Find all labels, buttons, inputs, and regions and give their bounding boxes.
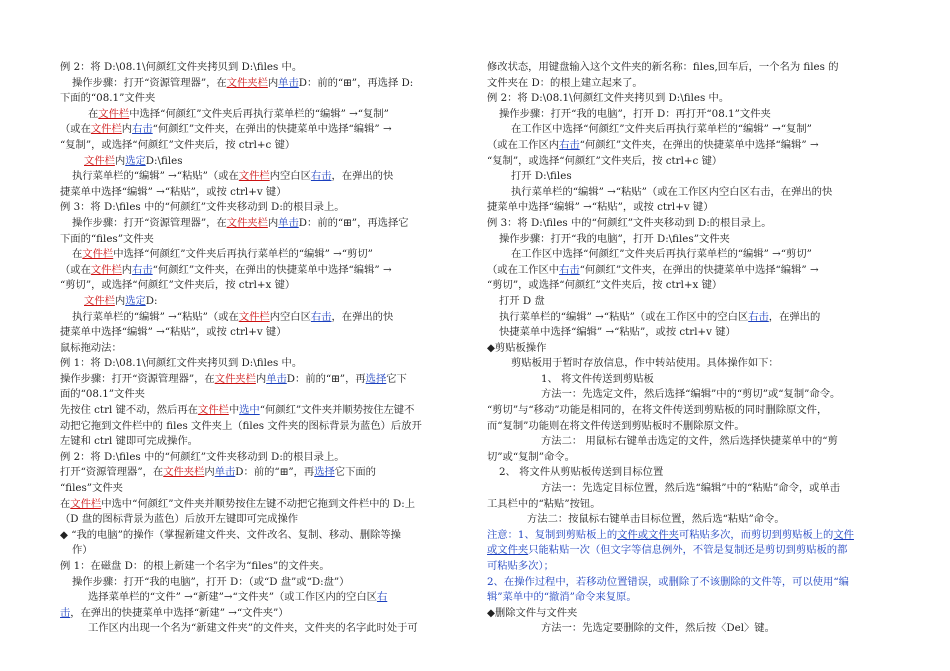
text-segment: 方法一：先选定文件，然后选择“编辑”中的“剪切”或“复制”命令。 [541, 388, 841, 401]
text-line [60, 356, 470, 372]
hyperlink-text[interactable]: 选择 [314, 466, 335, 479]
text-segment: 内 [114, 154, 126, 167]
hyperlink-text[interactable]: 右击 [559, 263, 580, 276]
text-segment: ◆剪贴板操作 [487, 341, 547, 354]
text-segment: D：前的“⊞”，再 [235, 466, 315, 479]
text-segment: 执行菜单栏的“编辑” →“粘贴”（或在 [72, 170, 239, 183]
text-segment: （或在工作区内 [487, 138, 560, 151]
text-line [487, 481, 912, 497]
text-segment: 鼠标拖动法： [60, 341, 122, 354]
right-column [487, 60, 912, 637]
text-segment: 内 [204, 466, 215, 479]
text-line [60, 497, 470, 513]
text-line [60, 450, 470, 466]
text-segment: 切”或“复制”命令。 [487, 450, 575, 463]
text-segment: 剪贴板用于暂时存放信息，作中转站使用。具体操作如下： [511, 357, 779, 370]
text-segment: 在工作区中选择“何颜红”文件夹后再执行菜单栏的“编辑” →“复制” [511, 123, 812, 136]
hyperlink-text[interactable]: 文件夹栏 [163, 466, 205, 479]
text-line [487, 372, 912, 388]
text-line [487, 169, 912, 185]
text-line [60, 325, 470, 341]
text-line [60, 606, 470, 622]
text-segment: 在 [72, 248, 83, 261]
text-segment: 方法一：先选定要删除的文件，然后按〈Del〉键。 [541, 622, 775, 635]
text-line [487, 138, 912, 154]
hyperlink-text[interactable]: 右 [376, 591, 388, 604]
text-segment: 操作步骤：打开“资源管理器”，在 [72, 216, 227, 229]
text-segment: ，在弹出的 [768, 310, 821, 323]
text-line [60, 216, 470, 232]
text-segment: 操作步骤：打开“资源管理器”，在 [72, 76, 227, 89]
text-line [60, 169, 470, 185]
text-segment: 选择菜单栏的“文件” →“新建”→“文件夹”（或工作区内的空白区 [88, 591, 377, 604]
text-segment: 例 2：将 D:\08.1\何颜红文件夹拷贝到 D:\files 中。 [487, 92, 730, 105]
text-segment: 捷菜单中选择“编辑” →“粘贴”，或按 ctrl+v 键） [487, 201, 714, 214]
text-line [487, 91, 912, 107]
text-segment: 打开“资源管理器”，在 [60, 466, 164, 479]
hyperlink-text[interactable]: 文件 [833, 528, 854, 541]
text-line [60, 528, 470, 544]
hyperlink-text[interactable]: 选中 [239, 404, 260, 417]
text-line [487, 294, 912, 310]
hyperlink-text[interactable]: 单击 [266, 372, 287, 385]
text-segment: 执行菜单栏的“编辑” →“粘贴”（或在工作区中的空白区 [499, 310, 749, 323]
text-segment: 捷菜单中选择“编辑” →“粘贴”，或按 ctrl+v 键） [60, 326, 287, 339]
text-segment: ，在弹出的快 [331, 170, 394, 183]
text-segment: “复制”，或选择“何颜红”文件夹后，按 ctrl+c 键） [60, 138, 296, 151]
hyperlink-text[interactable]: 击 [60, 606, 71, 619]
text-segment: 操作步骤：打开“我的电脑”，打开 D:\files”文件夹 [499, 232, 730, 245]
text-segment: 方法二：按鼠标右键单击目标位置，然后选“粘贴”命令。 [527, 513, 785, 526]
text-segment: 例 2：将 D:\files 中的“何颜红”文件夹移动到 D:的根目录上。 [60, 450, 345, 463]
hyperlink-text[interactable]: 文件栏 [90, 123, 122, 136]
text-line [487, 387, 912, 403]
text-segment: （D 盘的图标背景为蓝色）后放开左键即可完成操作 [60, 513, 299, 526]
text-segment: 执行菜单栏的“编辑” →“粘贴”（或在 [72, 310, 239, 323]
text-line [487, 356, 912, 372]
text-line [60, 481, 470, 497]
text-segment: 工作区内出现一个名为“新建文件夹”的文件夹，文件夹的名字此时处于可 [88, 622, 418, 635]
hyperlink-text[interactable]: 文件栏 [197, 404, 229, 417]
text-segment: 操作步骤：打开“我的电脑”，打开 D：再打开“08.1”文件夹 [499, 107, 771, 120]
hyperlink-text[interactable]: 文件栏 [238, 310, 270, 323]
text-segment: D: [145, 294, 158, 307]
text-segment: D：前的“⊞”，再 [286, 372, 366, 385]
text-segment: D：前的“⊞”，再选择它 [298, 216, 409, 229]
text-line [487, 60, 912, 76]
hyperlink-text[interactable]: 单击 [278, 76, 299, 89]
text-line [60, 232, 470, 248]
text-segment: 中选中“何颜红”文件夹并顺势按住左键不动把它拖到文件栏中的 D:上 [101, 497, 416, 510]
text-line [60, 403, 470, 419]
hyperlink-text[interactable]: 选定 [125, 294, 146, 307]
text-line [487, 419, 912, 435]
text-line [60, 76, 470, 92]
text-line [60, 122, 470, 138]
text-segment: “何颜红”文件夹，在弹出的快捷菜单中选择“编辑” → [579, 138, 819, 151]
text-segment: 例 1：在磁盘 D：的根上新建一个名字为“files”的文件夹。 [60, 560, 330, 572]
text-segment: 左键和 ctrl 键即可完成操作。 [60, 435, 198, 448]
text-segment: “复制”，或选择“何颜红”文件夹后，按 ctrl+c 键） [487, 154, 723, 167]
text-line [487, 497, 912, 513]
text-line [487, 216, 912, 232]
text-segment: 可粘贴多次，而剪切到剪贴板上的 [678, 528, 834, 541]
text-segment: 2、 将文件从剪贴板传送到目标位置 [499, 466, 664, 479]
text-segment: D:\files [145, 154, 183, 167]
text-line [487, 278, 912, 294]
text-line [60, 310, 470, 326]
text-segment: 内 [267, 76, 279, 89]
text-line [487, 325, 912, 341]
hyperlink-text[interactable]: 文件栏 [98, 107, 130, 120]
text-segment: 执行菜单栏的“编辑” →“粘贴”（或在工作区内空白区右击，在弹出的快 [511, 185, 833, 198]
hyperlink-text[interactable]: 文件夹栏 [226, 76, 268, 89]
text-segment: 内 [121, 123, 133, 136]
text-segment: 方法二： 用鼠标右键单击选定的文件，然后选择快捷菜单中的“剪 [541, 435, 838, 448]
text-segment: 只能粘贴一次（但文字等信息例外，不管是复制还是剪切到剪贴板的都 [528, 544, 848, 557]
text-segment: 例 3：将 D:\files 中的“何颜红”文件夹移动到 D:的根目录上。 [487, 216, 772, 229]
text-segment: “何颜红”文件夹，在弹出的快捷菜单中选择“编辑” → [579, 263, 819, 276]
left-column [60, 60, 470, 637]
text-line [487, 185, 912, 201]
text-segment: 内 [255, 372, 267, 385]
text-segment: 工具栏中的“粘贴”按钮。 [487, 497, 601, 510]
text-line [60, 559, 470, 575]
text-line [487, 403, 912, 419]
text-segment: 例 1：将 D:\08.1\何颜红文件夹拷贝到 D:\files 中。 [60, 357, 303, 370]
text-segment: 内 [267, 216, 279, 229]
text-line [487, 434, 912, 450]
text-line [60, 200, 470, 216]
text-segment: 下面的“08.1”文件夹 [60, 92, 156, 105]
text-line [60, 138, 470, 154]
text-line [60, 387, 470, 403]
hyperlink-text[interactable]: 右击 [132, 123, 153, 136]
text-line [487, 341, 912, 357]
hyperlink-text[interactable]: 右击 [748, 310, 769, 323]
text-segment: 面的“08.1”文件夹 [60, 388, 145, 401]
text-segment: （或在 [60, 263, 91, 276]
text-line [487, 528, 912, 544]
text-line [487, 310, 912, 326]
text-line [487, 606, 912, 622]
text-line [60, 91, 470, 107]
text-line [487, 465, 912, 481]
text-line [487, 590, 912, 606]
hyperlink-text[interactable]: 文件栏 [84, 154, 115, 167]
text-segment: 下面的“files”文件夹 [60, 232, 154, 245]
text-segment: 1、 将文件传送到剪贴板 [541, 372, 654, 385]
text-line [487, 154, 912, 170]
hyperlink-text[interactable]: 右击 [310, 170, 332, 183]
text-line [487, 559, 912, 575]
hyperlink-text[interactable]: 文件或文件夹 [617, 528, 679, 541]
hyperlink-text[interactable]: 文件栏 [82, 248, 114, 261]
text-segment: 操作步骤：打开“资源管理器”，在 [60, 372, 215, 385]
text-line [487, 107, 912, 123]
hyperlink-text[interactable]: 单击 [278, 216, 299, 229]
text-segment: 快捷菜单中选择“编辑” →“粘贴”，或按 ctrl+v 键） [499, 326, 736, 339]
hyperlink-text[interactable]: 文件栏 [70, 497, 102, 510]
text-segment: （或在工作区中 [487, 263, 560, 276]
hyperlink-text[interactable]: 单击 [214, 466, 236, 479]
text-line [60, 434, 470, 450]
text-segment: 操作步骤：打开“我的电脑”，打开 D：（或“D 盘”或“D:盘”） [72, 575, 350, 588]
text-line [487, 200, 912, 216]
text-line [60, 247, 470, 263]
text-line [60, 543, 470, 559]
text-segment: 在 [60, 497, 71, 510]
hyperlink-text[interactable]: 文件夹栏 [226, 216, 268, 229]
text-segment: 中 [228, 404, 240, 417]
text-segment: 它下 [386, 372, 407, 385]
text-line [487, 543, 912, 559]
text-segment: 捷菜单中选择“编辑” →“粘贴”，或按 ctrl+v 键） [60, 185, 287, 198]
text-segment: ◆ “我的电脑”的操作（掌握新建文件夹、文件改名、复制、移动、删除等操 [60, 528, 401, 541]
text-segment: 内 [121, 263, 133, 276]
text-line [487, 247, 912, 263]
text-segment: 注意：1、复制到剪贴板上的 [487, 528, 618, 541]
hyperlink-text[interactable]: 文件栏 [238, 170, 270, 183]
hyperlink-text[interactable]: 文件栏 [84, 294, 115, 307]
text-segment: D：前的“⊞”，再选择 D: [298, 76, 414, 89]
text-segment: 方法一：先选定目标位置，然后选“编辑”中的“粘贴”命令，或单击 [541, 482, 841, 495]
text-segment: 动把它拖到文件栏中的 files 文件夹上（files 文件夹的图标背景为蓝色）后放开 [60, 419, 422, 432]
hyperlink-text[interactable]: 文件夹栏 [214, 372, 256, 385]
text-segment: （或在 [60, 123, 91, 136]
hyperlink-text[interactable]: 文件栏 [90, 263, 122, 276]
text-segment: 而“复制”功能则在将文件传送到剪贴板时不删除原文件。 [487, 419, 745, 432]
text-line [60, 263, 470, 279]
text-segment: “何颜红”文件夹，在弹出的快捷菜单中选择“编辑” → [152, 123, 392, 136]
text-segment: 内空白区 [269, 170, 311, 183]
text-line [487, 263, 912, 279]
text-line [60, 294, 470, 310]
text-segment: 中选择“何颜红”文件夹后再执行菜单栏的“编辑” →“复制” [129, 107, 389, 120]
text-line [487, 512, 912, 528]
text-line [60, 512, 470, 528]
hyperlink-text[interactable]: 右击 [559, 138, 580, 151]
hyperlink-text[interactable]: 右击 [310, 310, 332, 323]
text-segment: 例 3：将 D:\files 中的“何颜红”文件夹移动到 D:的根目录上。 [60, 201, 345, 214]
text-line [60, 372, 470, 388]
text-segment: 中选择“何颜红”文件夹后再执行菜单栏的“编辑” →“剪切” [113, 248, 373, 261]
text-line [60, 590, 470, 606]
text-segment: “何颜红”文件夹，在弹出的快捷菜单中选择“编辑” → [152, 263, 392, 276]
text-segment: 在工作区中选择“何颜红”文件夹后再执行菜单栏的“编辑” →“剪切” [511, 248, 812, 261]
text-segment: 打开 D:\files [511, 170, 572, 183]
hyperlink-text[interactable]: 右击 [132, 263, 153, 276]
text-segment: 修改状态，用键盘输入这个文件夹的新名称：files,回车后，一个名为 files 的 [487, 61, 839, 73]
text-line [60, 278, 470, 294]
text-segment: 内 [114, 294, 126, 307]
text-line [60, 621, 470, 637]
text-segment: “剪切”，或选择“何颜红”文件夹后，按 ctrl+x 键） [60, 279, 296, 292]
text-line [60, 465, 470, 481]
hyperlink-text[interactable]: 或文件夹 [487, 544, 529, 557]
text-line [60, 341, 470, 357]
text-line [60, 185, 470, 201]
text-segment: “files”文件夹 [60, 482, 123, 495]
text-segment: 可粘贴多次）； [487, 560, 554, 572]
hyperlink-text[interactable]: 选择 [365, 372, 387, 385]
text-segment: 先按住 ctrl 键不动，然后再在 [60, 404, 198, 417]
text-segment: 例 2：将 D:\08.1\何颜红文件夹拷贝到 D:\files 中。 [60, 61, 303, 73]
text-segment: 内空白区 [269, 310, 311, 323]
text-segment: 在 [88, 107, 99, 120]
text-segment: 辑”菜单中的“撤消”命令来复原。 [487, 591, 637, 604]
text-line [487, 76, 912, 92]
text-segment: ，在弹出的快捷菜单中选择“新建” →“文件夹”） [70, 606, 289, 619]
text-line [487, 122, 912, 138]
text-line [487, 621, 912, 637]
text-line [487, 450, 912, 466]
text-segment: 2、在操作过程中，若移动位置错误，或删除了不该删除的文件等，可以使用“编 [487, 575, 849, 588]
text-line [60, 60, 470, 76]
text-line [487, 575, 912, 591]
text-segment: 它下面的 [334, 466, 376, 479]
text-line [60, 154, 470, 170]
text-line [60, 107, 470, 123]
text-segment: ◆删除文件与文件夹 [487, 606, 578, 619]
text-segment: ，在弹出的快 [331, 310, 394, 323]
text-segment: 作） [72, 544, 93, 557]
text-line [487, 232, 912, 248]
hyperlink-text[interactable]: 选定 [125, 154, 146, 167]
text-line [60, 419, 470, 435]
text-segment: “剪切”，或选择“何颜红”文件夹后，按 ctrl+x 键） [487, 279, 723, 292]
text-segment: 打开 D 盘 [499, 294, 545, 307]
text-line [60, 575, 470, 591]
text-segment: “剪切”与“移动”功能是相同的，在将文件传送到剪贴板的同时删除原文件， [487, 404, 828, 417]
text-segment: 文件夹在 D：的根上建立起来了。 [487, 76, 643, 89]
text-segment: “何颜红”文件夹并顺势按住左键不 [259, 404, 415, 417]
